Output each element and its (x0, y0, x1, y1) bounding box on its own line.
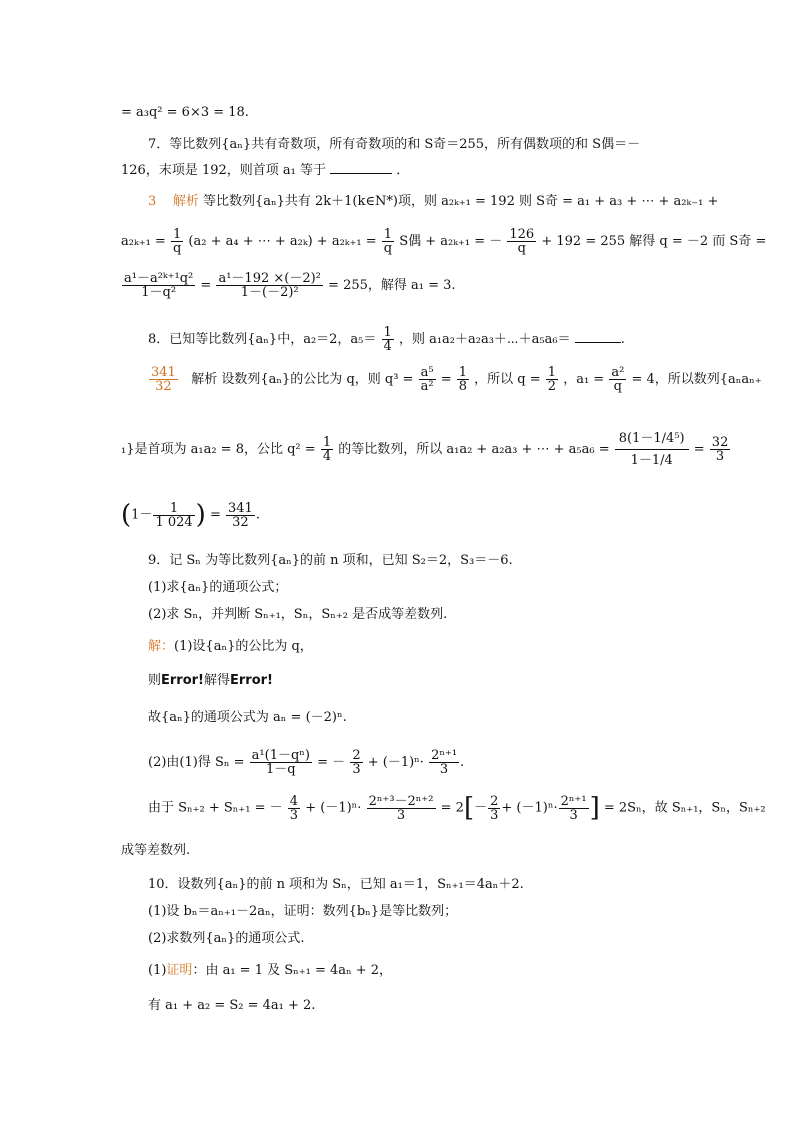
fraction (488, 795, 500, 822)
denominator: 4 (322, 449, 332, 464)
answer-7-line2 (121, 228, 766, 255)
denominator: 4 (383, 339, 392, 354)
numerator: 2 (352, 748, 361, 763)
math-text: = (200, 278, 212, 293)
numerator: 4 (289, 793, 299, 809)
answer-7-line3 (121, 272, 456, 299)
problem-10: 10．设数列{aₙ}的前 n 项和为 Sₙ，已知 a₁＝1，Sₙ₊₁＝4aₙ＋2. (148, 877, 524, 892)
solution-10-line1 (148, 963, 392, 979)
denominator: 1－1/4 (630, 453, 673, 468)
fraction (153, 502, 194, 529)
math-text: + 192 = 255 解得 q = －2 而 S奇 = (541, 234, 767, 249)
problem-8-text: 8．已知等比数列{aₙ}中，a₂＝2，a₅＝ (148, 332, 377, 347)
math-text: 的等比数列，所以 a₁a₂ + a₂a₃ + ⋯ + a₅a₆ = (338, 442, 610, 457)
solution-label: 解： (148, 639, 175, 654)
math-text: ，a₁ = (563, 372, 605, 387)
numerator: 2 (490, 793, 499, 809)
numerator: 2ⁿ⁺³－2ⁿ⁺² (368, 793, 434, 809)
math-text: = (693, 442, 705, 457)
answer-8-line1: $\frac{341}{32}$ 解析 设数列{aₙ}的公比为 q，则 q³ = $\frac{\text{a⁵}}{\text{a²}}$ = $\frac{1}{8}$ ，所以 q = $\frac{1}{2}$ ，a₁ = $\frac{\text{a²}}{q}$ = 4，所以数列{aₙaₙ₊ (151, 365, 762, 394)
numerator: 2ⁿ⁺¹ (431, 748, 458, 763)
math-text: (1) (148, 963, 167, 978)
problem-7-line1: 7．等比数列{aₙ}共有奇数项，所有奇数项的和 S奇＝255，所有偶数项的和 S偶＝－ (148, 137, 641, 152)
solution-9-line3: 故{aₙ}的通项公式为 aₙ = (－2)ⁿ. (148, 710, 347, 725)
fraction (710, 436, 731, 463)
numerator: a¹－a²ᵏ⁺¹q² (124, 271, 194, 286)
solution-9-line5: 由于 Sₙ₊₂ + Sₙ₊₁ = － $\frac{4}{3}$ + (－1)ⁿ· $\frac{\text{2ⁿ⁺³－2ⁿ⁺²}}{3}$ = 2[－ $\frac{2}{3}$ + (－1)ⁿ· $\frac{\text{2ⁿ⁺¹}}{3}$ ] = 2Sₙ，故 Sₙ₊₁，Sₙ，Sₙ₊₂ (148, 793, 766, 823)
math-text: ₁}是首项为 a₁a₂ = 8，公比 q² = (121, 442, 316, 457)
denominator: 1－(－2)² (240, 285, 299, 300)
math-text: = 2 (440, 800, 464, 816)
math-text: (1)设{aₙ}的公比为 q， (174, 639, 313, 654)
bracket-open: [ (463, 793, 475, 823)
fraction (171, 228, 183, 255)
problem-9-part1: (1)求{aₙ}的通项公式； (148, 580, 288, 595)
numerator: 341 (227, 500, 253, 516)
numerator: a¹(1－qⁿ) (251, 748, 310, 763)
numerator: 341 (151, 365, 176, 380)
fraction (559, 795, 589, 822)
problem-9-part2: (2)求 Sₙ，并判断 Sₙ₊₁，Sₙ，Sₙ₊₂ 是否成等差数列. (148, 607, 448, 622)
denominator: 1 024 (155, 514, 193, 530)
numerator: 1 (171, 228, 183, 242)
fraction (321, 436, 333, 463)
answer-7-text: 等比数列{aₙ}共有 2k＋1(k∈N*)项，则 a₂ₖ₊₁ = 192 则 S奇 = a₁ + a₃ + ⋯ + a₂ₖ₋₁ + (202, 194, 719, 209)
math-text: 则 (148, 673, 162, 688)
bracket-close: ] (589, 793, 600, 823)
math-text: S偶 + a₂ₖ₊₁ = － (399, 234, 503, 249)
problem-10-part2: (2)求数列{aₙ}的通项公式. (148, 931, 305, 946)
math-text: a₂ₖ₊₁ = (121, 234, 166, 249)
numerator: 126 (509, 227, 535, 242)
answer-blank (575, 331, 621, 343)
denominator: 32 (155, 379, 172, 394)
answer-7-line1 (148, 194, 718, 210)
fraction (367, 795, 436, 822)
fraction (382, 228, 394, 255)
fraction (429, 749, 459, 776)
denominator: q (517, 241, 526, 256)
problem-7-line2 (121, 162, 409, 179)
math-text: = 255，解得 a₁ = 3. (328, 278, 456, 293)
fraction (507, 228, 536, 255)
fraction (615, 428, 689, 471)
problem-7-end: ． (396, 163, 410, 178)
math-text: (2)由(1)得 Sₙ = (148, 755, 245, 770)
solution-9-line4: (2)由(1)得 Sₙ = $\frac{\text{a¹(1－qⁿ)}}{1-q}$ = － $\frac{2}{3}$ + (－1)ⁿ· $\frac{\text{2ⁿ⁺¹}}{3}$ . (148, 748, 465, 777)
numerator: 1 (383, 325, 392, 340)
fraction (216, 272, 322, 299)
problem-7-text: 126，末项是 192，则首项 a₁ 等于 (121, 163, 326, 178)
answer-8-label: 解析 (191, 372, 218, 387)
problem-9: 9．记 Sₙ 为等比数列{aₙ}的前 n 项和，已知 S₂＝2，S₃＝－6. (148, 553, 513, 568)
numerator: 1 (547, 365, 557, 380)
numerator: 1 (322, 435, 332, 450)
numerator: a¹－192 ×(－2)² (218, 271, 321, 286)
math-text: 设数列{aₙ}的公比为 q，则 q³ = (221, 372, 414, 387)
fraction (419, 366, 436, 393)
math-text: ：由 a₁ = 1 及 Sₙ₊₁ = 4aₙ + 2， (192, 963, 393, 978)
answer-8-line3: (1－ $\frac{1}{1 024}$ ) = $\frac{341}{32}$ . (121, 500, 260, 530)
solution-9-line1 (148, 639, 313, 655)
denominator: 1－q² (141, 285, 177, 300)
numerator: 8(1－1/4⁵) (615, 428, 689, 450)
denominator: 2 (547, 379, 557, 394)
proof-label: 证明 (166, 963, 193, 978)
problem-8 (148, 326, 625, 353)
fraction (122, 272, 195, 299)
math-text: 解得 (204, 673, 231, 688)
math-text: . (255, 507, 260, 523)
fraction (457, 366, 469, 393)
numerator: 1 (382, 228, 394, 242)
line-l1: = a₃q² = 6×3 = 18. (121, 105, 249, 120)
problem-10-part1: (1)设 bₙ＝aₙ₊₁－2aₙ，证明：数列{bₙ}是等比数列； (148, 904, 458, 919)
numerator: 1 (153, 502, 194, 516)
fraction (350, 749, 362, 776)
denominator: 3 (352, 762, 361, 777)
math-text: ，所以 q = (474, 372, 541, 387)
numerator: 2ⁿ⁺¹ (560, 793, 587, 809)
fraction (546, 366, 558, 393)
denominator: q (172, 241, 182, 256)
fraction (288, 795, 300, 822)
numerator: 32 (711, 435, 729, 450)
error-text: Error! (161, 673, 204, 688)
fraction (226, 502, 255, 529)
fraction (382, 326, 394, 353)
denominator: a² (420, 379, 434, 394)
denominator: 3 (569, 807, 578, 823)
paren-close: ) (195, 500, 206, 530)
math-text: + (－1)ⁿ· (367, 755, 424, 770)
math-text: (a₂ + a₄ + ⋯ + a₂ₖ) + a₂ₖ₊₁ = (188, 234, 377, 249)
denominator: q (383, 241, 393, 256)
paren-open: ( (121, 500, 132, 530)
denominator: 3 (289, 807, 299, 823)
answer-7-value: 3 (148, 194, 157, 209)
math-text: + (－1)ⁿ· (305, 800, 362, 816)
denominator: q (613, 379, 622, 394)
problem-8-dot: . (620, 332, 625, 347)
denominator: 1－q (266, 762, 296, 777)
math-text: = 2Sₙ，故 Sₙ₊₁，Sₙ，Sₙ₊₂ (603, 800, 766, 816)
denominator: 3 (439, 762, 449, 777)
answer-8-line2 (121, 420, 731, 480)
solution-9-line6: 成等差数列. (121, 843, 191, 858)
denominator: 3 (715, 449, 725, 464)
error-text: Error! (230, 673, 273, 688)
denominator: 3 (490, 807, 499, 823)
math-text: 由于 Sₙ₊₂ + Sₙ₊₁ = － (148, 800, 283, 816)
solution-9-line2 (148, 673, 273, 689)
problem-8-text-end: ，则 a₁a₂＋a₂a₃＋⋯＋a₅a₆＝ (398, 332, 571, 347)
math-text: = － (317, 755, 346, 770)
fraction (609, 366, 626, 393)
denominator: 8 (458, 379, 468, 394)
answer-blank (330, 162, 392, 174)
solution-10-line2: 有 a₁ + a₂ = S₂ = 4a₁ + 2. (148, 998, 316, 1013)
fraction (250, 749, 312, 776)
denominator: 32 (232, 514, 249, 530)
answer-8-value (149, 366, 178, 393)
denominator: 3 (396, 807, 406, 823)
numerator: 1 (458, 365, 468, 380)
numerator: a² (611, 365, 625, 380)
answer-7-label: 解析 (172, 194, 199, 209)
math-text: = 4，所以数列{aₙaₙ₊ (631, 372, 762, 387)
numerator: a⁵ (420, 365, 434, 380)
